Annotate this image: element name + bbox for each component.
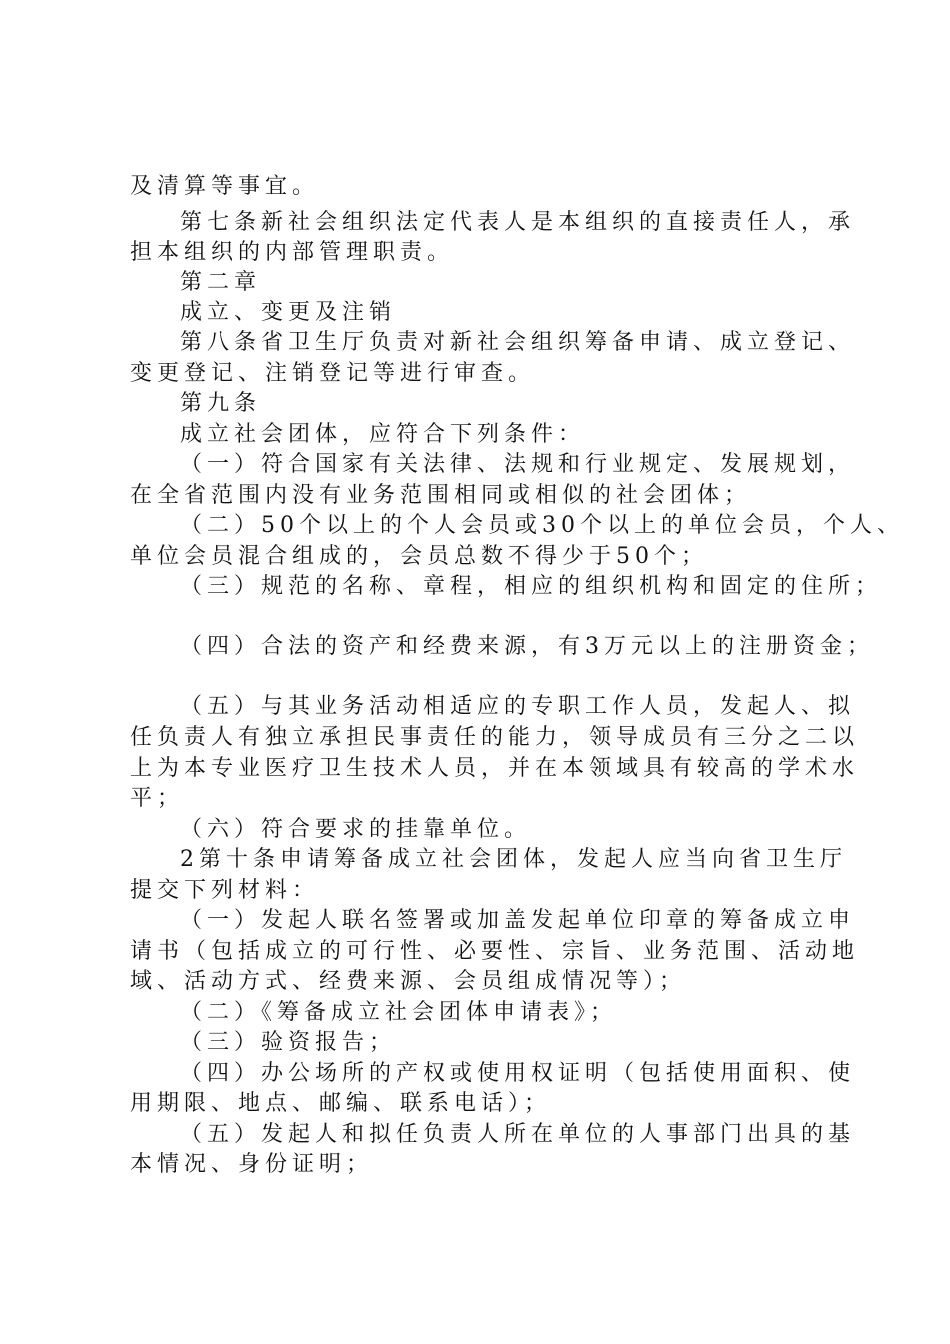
list-item: （二）《筹备成立社会团体申请表》； bbox=[180, 1000, 618, 1025]
list-item: （二）50个以上的个人会员或30个以上的单位会员，个人、 bbox=[180, 513, 904, 538]
list-item: （五）与其业务活动相适应的专职工作人员，发起人、拟 bbox=[180, 694, 856, 719]
text-line: 用期限、地点、邮编、联系电话）； bbox=[130, 1091, 552, 1116]
list-item: （五）发起人和拟任负责人所在单位的人事部门出具的基 bbox=[180, 1122, 856, 1147]
text-line: 任负责人有独立承担民事责任的能力，领导成员有三分之二以 bbox=[130, 725, 860, 750]
text-line: 在全省范围内没有业务范围相同或相似的社会团体； bbox=[130, 483, 752, 508]
list-item: （四）合法的资产和经费来源，有3万元以上的注册资金； bbox=[180, 634, 874, 659]
text-line: 第八条省卫生厅负责对新社会组织筹备申请、成立登记、 bbox=[180, 330, 856, 355]
text-line: 单位会员混合组成的，会员总数不得少于50个； bbox=[130, 544, 708, 569]
list-item: （一）发起人联名签署或加盖发起单位印章的筹备成立申 bbox=[180, 908, 856, 933]
text-line: 及清算等事宜。 bbox=[130, 174, 320, 199]
chapter-title: 成立、变更及注销 bbox=[180, 300, 397, 325]
text-line: 平； bbox=[130, 786, 185, 811]
text-line: 变更登记、注销登记等进行审查。 bbox=[130, 361, 536, 386]
list-item: （四）办公场所的产权或使用权证明（包括使用面积、使 bbox=[180, 1061, 856, 1086]
text-line: 请书（包括成立的可行性、必要性、宗旨、业务范围、活动地 bbox=[130, 939, 860, 964]
text-line: 提交下列材料： bbox=[130, 878, 320, 903]
text-line: 2第十条申请筹备成立社会团体，发起人应当向省卫生厅 bbox=[180, 847, 847, 872]
list-item: （三）规范的名称、章程，相应的组织机构和固定的住所； bbox=[180, 574, 883, 599]
chapter-heading: 第二章 bbox=[180, 270, 262, 295]
list-item: （三）验资报告； bbox=[180, 1030, 397, 1055]
list-item: （六）符合要求的挂靠单位。 bbox=[180, 817, 532, 842]
list-item: （一）符合国家有关法律、法规和行业规定、发展规划， bbox=[180, 452, 856, 477]
article-heading: 第九条 bbox=[180, 391, 262, 416]
text-line: 本情况、身份证明； bbox=[130, 1152, 374, 1177]
text-line: 担本组织的内部管理职责。 bbox=[130, 240, 455, 265]
text-line: 域、活动方式、经费来源、会员组成情况等）； bbox=[130, 969, 687, 994]
text-line: 成立社会团体，应符合下列条件： bbox=[180, 422, 586, 447]
text-line: 上为本专业医疗卫生技术人员，并在本领域具有较高的学术水 bbox=[130, 756, 860, 781]
text-line: 第七条新社会组织法定代表人是本组织的直接责任人，承 bbox=[180, 210, 856, 235]
